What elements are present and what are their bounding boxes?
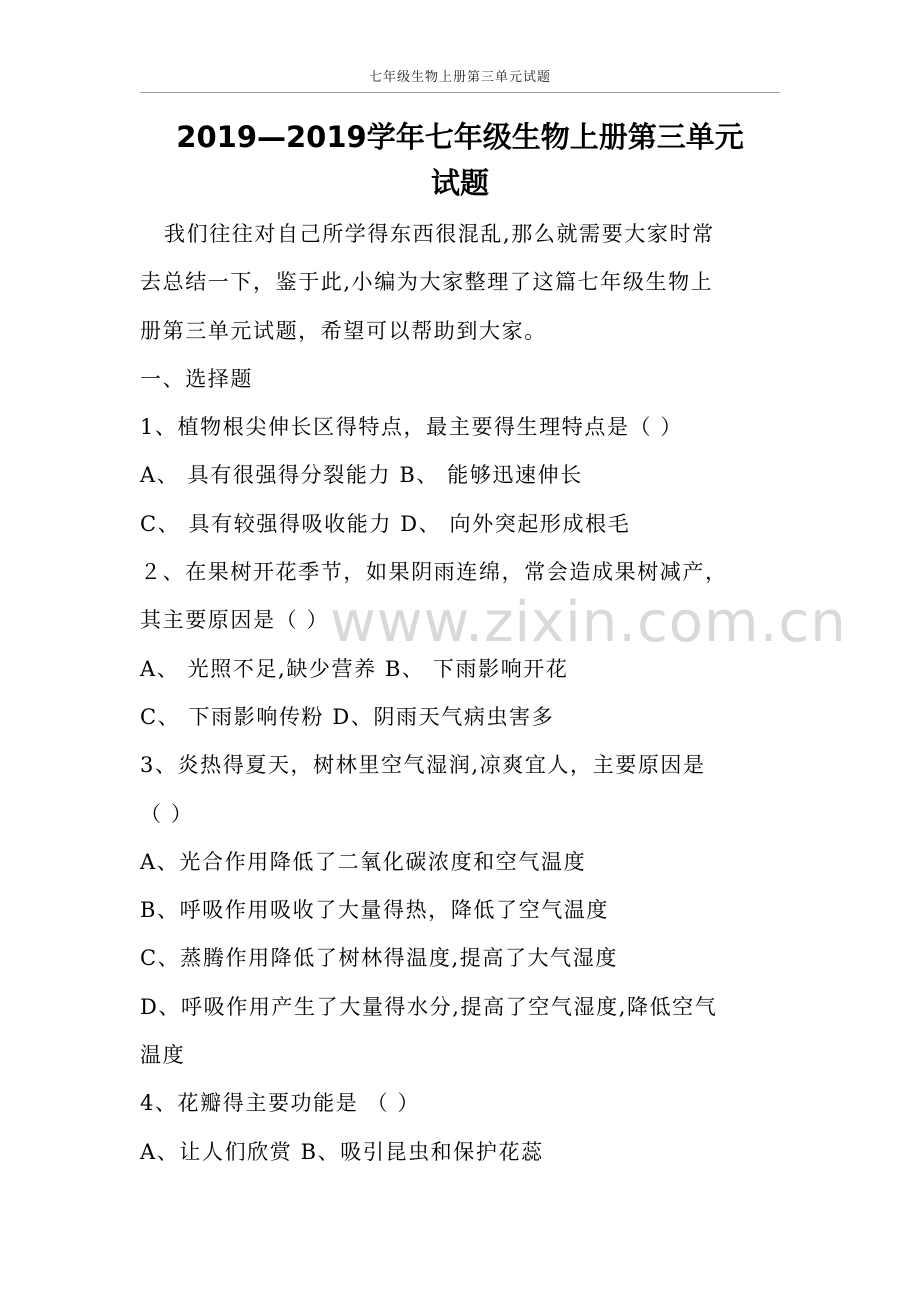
- question-3-option-a: A、光合作用降低了二氧化碳浓度和空气温度: [140, 849, 587, 874]
- question-2-options-ab: A、 光照不足,缺少营养 B、 下雨影响开花: [140, 656, 569, 681]
- question-3-option-c: C、蒸腾作用降低了树林得温度,提高了大气湿度: [140, 946, 618, 971]
- question-4: 4、花瓣得主要功能是 （ ）: [140, 1091, 421, 1116]
- question-1-options-cd: C、 具有较强得吸收能力 D、 向外突起形成根毛: [140, 511, 631, 536]
- title-line-2: 试题: [430, 166, 489, 200]
- watermark-text: www.zixin.com.cn: [330, 590, 847, 655]
- question-3-continued: （ ）: [140, 801, 194, 826]
- question-4-options-ab: A、让人们欣赏 B、吸引昆虫和保护花蕊: [140, 1139, 544, 1164]
- header-divider: [140, 92, 780, 93]
- running-header: 七年级生物上册第三单元试题: [368, 70, 551, 85]
- question-1: 1、植物根尖伸长区得特点，最主要得生理特点是（ ）: [140, 415, 684, 440]
- question-3-option-b: B、呼吸作用吸收了大量得热，降低了空气温度: [140, 898, 610, 923]
- question-2-continued: 其主要原因是（ ）: [140, 608, 330, 633]
- document-title: [140, 114, 780, 206]
- intro-line: 册第三单元试题，希望可以帮助到大家。: [140, 318, 547, 343]
- question-1-options-ab: A、 具有很强得分裂能力 B、 能够迅速伸长: [140, 463, 583, 488]
- intro-line: 我们往往对自己所学得东西很混乱,那么就需要大家时常: [164, 222, 715, 246]
- section-heading: 一、选择题: [140, 366, 253, 391]
- question-2: ２、在果树开花季节，如果阴雨连绵，常会造成果树减产，: [140, 560, 728, 585]
- document-body: [140, 210, 790, 1176]
- title-line-1: 2019—2019学年七年级生物上册第三单元: [176, 120, 744, 154]
- intro-line: 去总结一下，鉴于此,小编为大家整理了这篇七年级生物上: [140, 270, 714, 295]
- question-2-options-cd: C、 下雨影响传粉 D、阴雨天气病虫害多: [140, 704, 555, 729]
- question-3-option-d-continued: 温度: [140, 1043, 186, 1068]
- question-3-option-d: D、呼吸作用产生了大量得水分,提高了空气湿度,降低空气: [140, 994, 718, 1019]
- question-3: 3、炎热得夏天，树林里空气湿润,凉爽宜人，主要原因是: [140, 753, 706, 778]
